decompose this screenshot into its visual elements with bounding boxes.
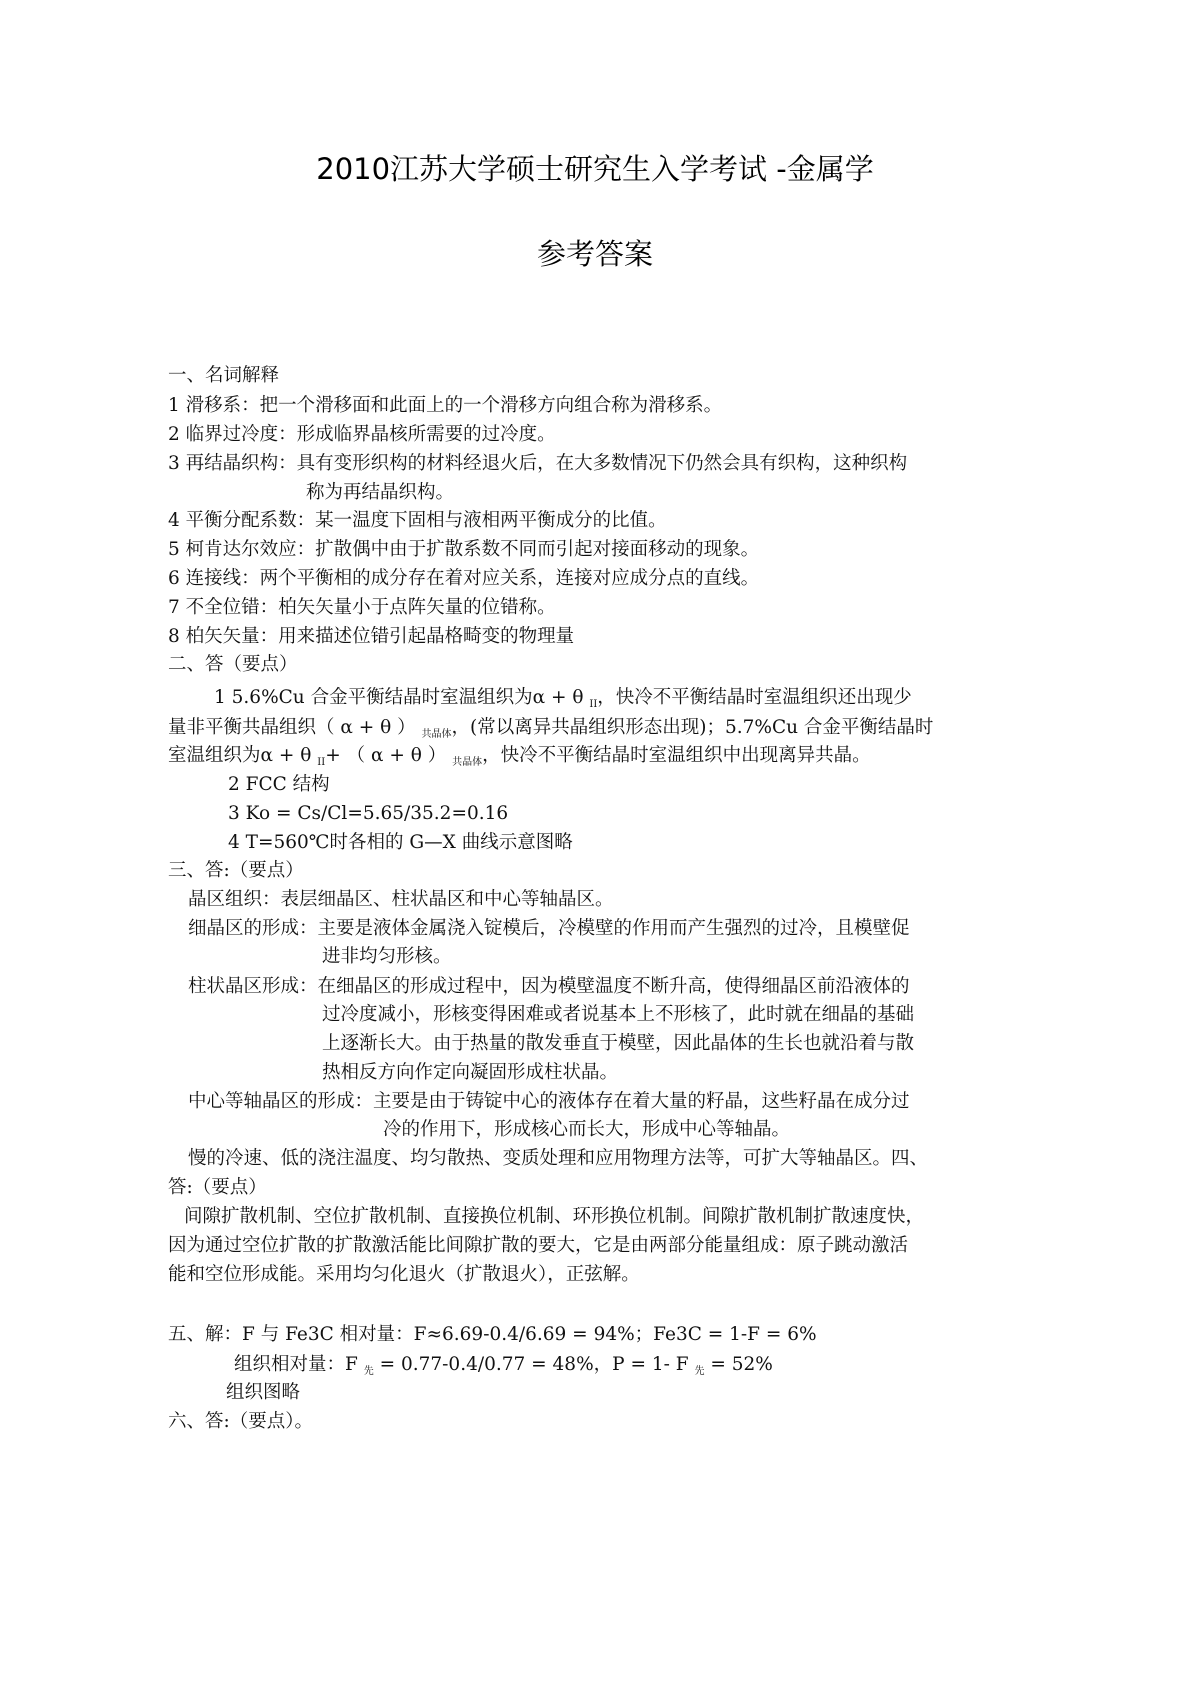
answer2-3: 3 Ko = Cs/Cl=5.65/35.2=0.16 [228, 803, 509, 824]
subscript-eutectic: 共晶体 [452, 757, 483, 768]
answer2-1-line3 [168, 747, 871, 768]
section6-heading: 六、答:（要点）。 [168, 1411, 313, 1432]
term-7: 7 不全位错：柏矢矢量小于点阵矢量的位错称。 [168, 597, 556, 618]
answer2-4: 4 T=560℃时各相的 G—X 曲线示意图略 [228, 832, 573, 853]
answer3-line2: 细晶区的形成：主要是液体金属浇入锭模后，冷模壁的作用而产生强烈的过冷，且模壁促 [188, 918, 910, 939]
section2-heading: 二、答（要点） [168, 654, 298, 675]
answer4-line1: 间隙扩散机制、空位扩散机制、直接换位机制、环形换位机制。间隙扩散机制扩散速度快， [184, 1206, 925, 1227]
answer3-line9: 冷的作用下，形成核心而长大，形成中心等轴晶。 [383, 1119, 791, 1140]
answer5-line2 [234, 1356, 773, 1377]
answer3-line3: 进非均匀形核。 [322, 946, 452, 967]
answer3-line8: 中心等轴晶区的形成：主要是由于铸锭中心的液体存在着大量的籽晶，这些籽晶在成分过 [188, 1091, 910, 1112]
answer2-1-line2-text-b: ，(常以离异共晶组织形态出现)；5.7%Cu 合金平衡结晶时 [451, 717, 934, 738]
term-5: 5 柯肯达尔效应：扩散偶中由于扩散系数不同而引起对接面移动的现象。 [168, 539, 760, 560]
subscript-eutectic: 共晶体 [421, 729, 452, 740]
answer3-line10: 慢的冷速、低的浇注温度、均匀散热、变质处理和应用物理方法等，可扩大等轴晶区。四、 [188, 1148, 929, 1169]
answer2-1-line1-text-a: 1 5.6%Cu 合金平衡结晶时室温组织为α + θ [214, 687, 590, 708]
answer3-line6: 上逐渐长大。由于热量的散发垂直于模壁，因此晶体的生长也就沿着与散 [322, 1033, 915, 1054]
section1-heading: 一、名词解释 [168, 365, 280, 386]
answer2-1-line3-text-b: + （ α + θ ） [325, 745, 453, 766]
subscript-ii: II [317, 757, 326, 768]
answer2-1-line2-text-a: 量非平衡共晶组织（ α + θ ） [168, 717, 422, 738]
answer3-line7: 热相反方向作定向凝固形成柱状晶。 [322, 1062, 619, 1083]
answer2-1-line1-text-b: ，快冷不平衡结晶时室温组织还出现少 [597, 687, 912, 708]
answer4-line2: 因为通过空位扩散的扩散激活能比间隙扩散的要大，它是由两部分能量组成：原子跳动激活 [168, 1235, 909, 1256]
answer5-line1: 五、解：F 与 Fe3C 相对量：F≈6.69-0.4/6.69 = 94%；Fe3C = 1-F = 6% [168, 1324, 817, 1345]
section4-heading: 答:（要点） [168, 1177, 267, 1198]
document-title: 2010江苏大学硕士研究生入学考试 -金属学 [316, 152, 874, 186]
term-2: 2 临界过冷度：形成临界晶核所需要的过冷度。 [168, 424, 556, 445]
term-3-continued: 称为再结晶织构。 [306, 482, 455, 503]
section3-heading: 三、答:（要点） [168, 860, 304, 881]
subscript-ii: II [589, 699, 598, 710]
term-4: 4 平衡分配系数：某一温度下固相与液相两平衡成分的比值。 [168, 510, 667, 531]
answer4-line3: 能和空位形成能。采用均匀化退火（扩散退火），正弦解。 [168, 1264, 640, 1285]
subscript-proeutectoid: 先 [363, 1366, 374, 1377]
answer2-1-line3-text-c: ，快冷不平衡结晶时室温组织中出现离异共晶。 [482, 745, 871, 766]
answer2-1-line3-text-a: 室温组织为α + θ [168, 745, 318, 766]
answer5-line2-text-a: 组织相对量：F [234, 1354, 364, 1375]
term-1: 1 滑移系：把一个滑移面和此面上的一个滑移方向组合称为滑移系。 [168, 395, 723, 416]
subscript-proeutectoid: 先 [694, 1366, 705, 1377]
term-6: 6 连接线：两个平衡相的成分存在着对应关系，连接对应成分点的直线。 [168, 568, 760, 589]
answer2-1-line1 [214, 689, 912, 710]
document-subtitle: 参考答案 [536, 237, 653, 271]
answer3-line1: 晶区组织：表层细晶区、柱状晶区和中心等轴晶区。 [188, 889, 614, 910]
answer2-1-line2 [168, 719, 933, 740]
answer5-line2-text-c: = 52% [704, 1354, 773, 1375]
answer5-line3: 组织图略 [226, 1382, 301, 1403]
term-3: 3 再结晶织构：具有变形织构的材料经退火后，在大多数情况下仍然会具有织构，这种织构 [168, 453, 908, 474]
answer5-line2-text-b: = 0.77-0.4/0.77 = 48%，P = 1- F [373, 1354, 695, 1375]
answer2-2: 2 FCC 结构 [228, 774, 330, 795]
answer3-line4: 柱状晶区形成：在细晶区的形成过程中，因为模壁温度不断升高，使得细晶区前沿液体的 [188, 976, 910, 997]
answer3-line5: 过冷度减小，形核变得困难或者说基本上不形核了，此时就在细晶的基础 [322, 1004, 915, 1025]
term-8: 8 柏矢矢量：用来描述位错引起晶格畸变的物理量 [168, 626, 575, 647]
